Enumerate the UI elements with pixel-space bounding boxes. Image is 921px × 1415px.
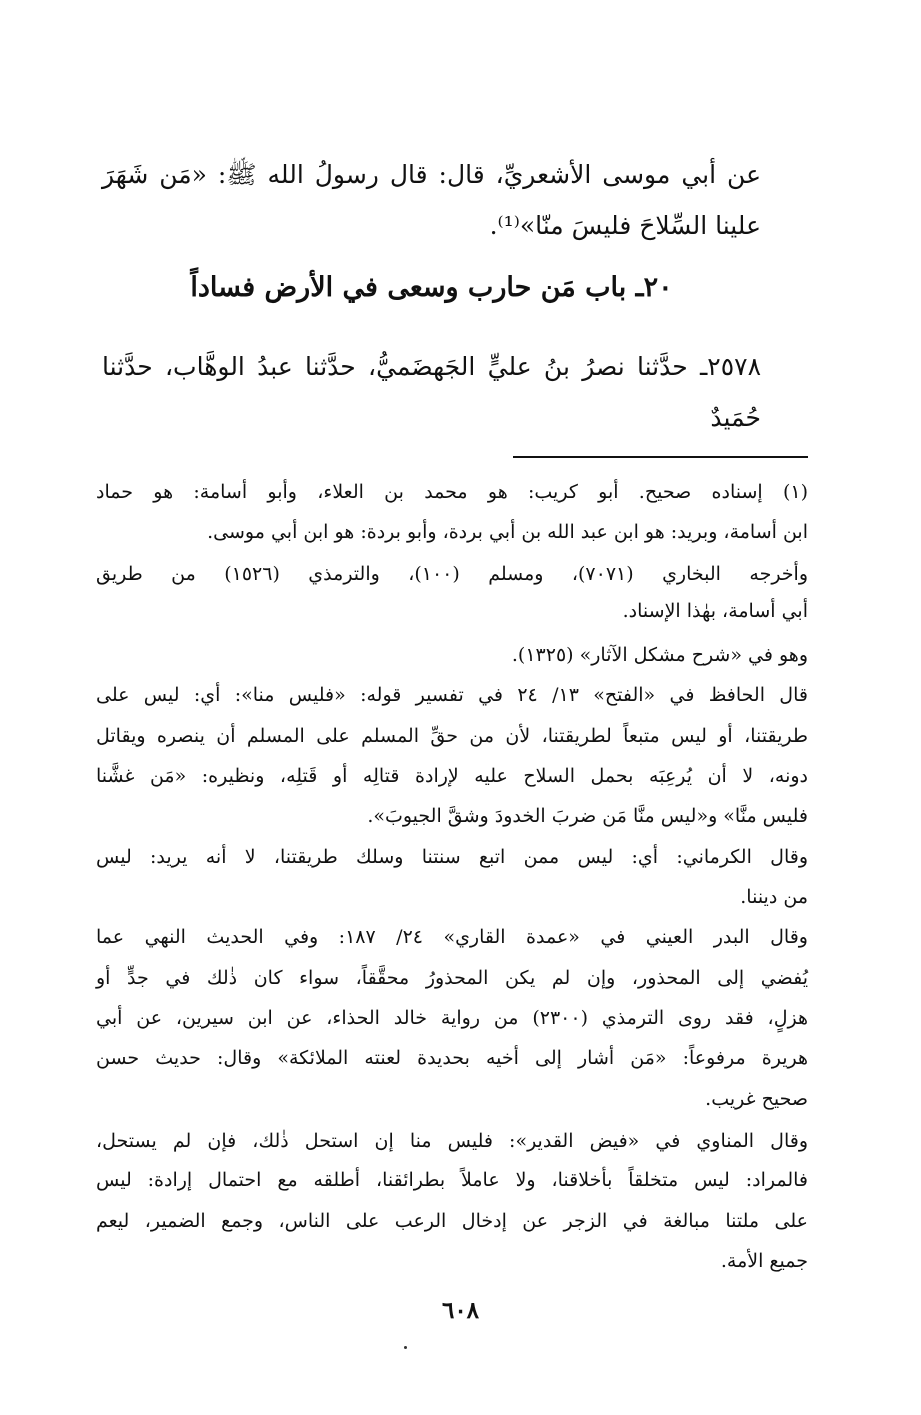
body-text-line: ٢٥٧٨ـ حدَّثنا نصرُ بنُ عليٍّ الجَهضَميُّ، حدَّثنا عبدُ الوهَّاب، حدَّثنا [102, 352, 761, 381]
footnote-line: يُفضي إلى المحذور، وإن لم يكن المحذورُ محقَّقاً، سواء كان ذٰلك في جدٍّ أو [96, 967, 808, 989]
footnote-line: ابن أسامة، وبريد: هو ابن عبد الله بن أبي بردة، وأبو بردة: هو ابن أبي موسى. [207, 521, 808, 543]
footnote-line: وهو في «شرح مشكل الآثار» (١٣٢٥). [511, 644, 808, 666]
footnote-line: أبي أسامة، بهٰذا الإسناد. [622, 600, 808, 622]
footnote-line: على ملتنا مبالغة في الزجر عن إدخال الرعب على الناس، وجمع الضمير، ليعم [96, 1210, 808, 1232]
footnote-line: فالمراد: ليس متخلقاً بأخلاقنا، ولا عاملاً بطرائقنا، أطلقه مع احتمال إرادة: ليس [96, 1169, 808, 1191]
footnote-line: من ديننا. [740, 886, 808, 908]
footnote-line: جميع الأمة. [720, 1250, 808, 1272]
footnote-separator [513, 456, 808, 458]
footnote-line: هريرة مرفوعاً: «مَن أشار إلى أخيه بحديدة لعنته الملائكة» وقال: حديث حسن [96, 1047, 808, 1069]
chapter-heading: ٢٠ـ باب مَن حارب وسعى في الأرض فساداً [190, 272, 673, 303]
body-text-line: حُمَيدٌ [710, 403, 761, 432]
footnote-line: دونه، لا أن يُرعِبَه بحمل السلاح عليه لإرادة قتالِه أو قَتلِه، ونظيره: «مَن غشَّنا [96, 765, 808, 787]
body-text-line: علينا السِّلاحَ فليسَ منّا»⁽¹⁾. [489, 211, 761, 240]
footnote-line: وقال الكرماني: أي: ليس ممن اتبع سنتنا وسلك طريقتنا، لا أنه يريد: ليس [96, 846, 808, 868]
footnote-line: طريقتنا، أو ليس متبعاً لطريقتنا، لأن من حقِّ المسلم على المسلم أن ينصره ويقاتل [96, 725, 808, 747]
footnote-line: وقال البدر العيني في «عمدة القاري» ٢٤/ ١٨٧: وفي الحديث النهي عما [96, 926, 808, 948]
footnote-line: قال الحافظ في «الفتح» ١٣/ ٢٤ في تفسير قوله: «فليس منا»: أي: ليس على [96, 684, 808, 706]
footnote-line: هزلٍ، فقد روى الترمذي (٢٣٠٠) من رواية خالد الحذاء، عن ابن سيرين، عن أبي [96, 1007, 808, 1029]
body-text-line: عن أبي موسى الأشعريِّ، قال: قال رسولُ الله ﷺ: «مَن شَهَرَ [102, 160, 761, 189]
footnote-line: وأخرجه البخاري (٧٠٧١)، ومسلم (١٠٠)، والترمذي (١٥٢٦) من طريق [96, 563, 808, 585]
page-number: ٦٠٨ [441, 1297, 480, 1324]
footnote-line: وقال المناوي في «فيض القدير»: فليس منا إن استحل ذٰلك، فإن لم يستحل، [96, 1130, 808, 1152]
print-dot-mark [404, 1346, 407, 1349]
footnote-line: (١) إسناده صحيح. أبو كريب: هو محمد بن العلاء، وأبو أسامة: هو حماد [96, 481, 808, 503]
footnote-line: فليس منَّا» و«ليس منَّا مَن ضربَ الخدودَ وشقَّ الجيوبَ». [367, 805, 808, 827]
footnote-line: صحيح غريب. [705, 1088, 808, 1110]
